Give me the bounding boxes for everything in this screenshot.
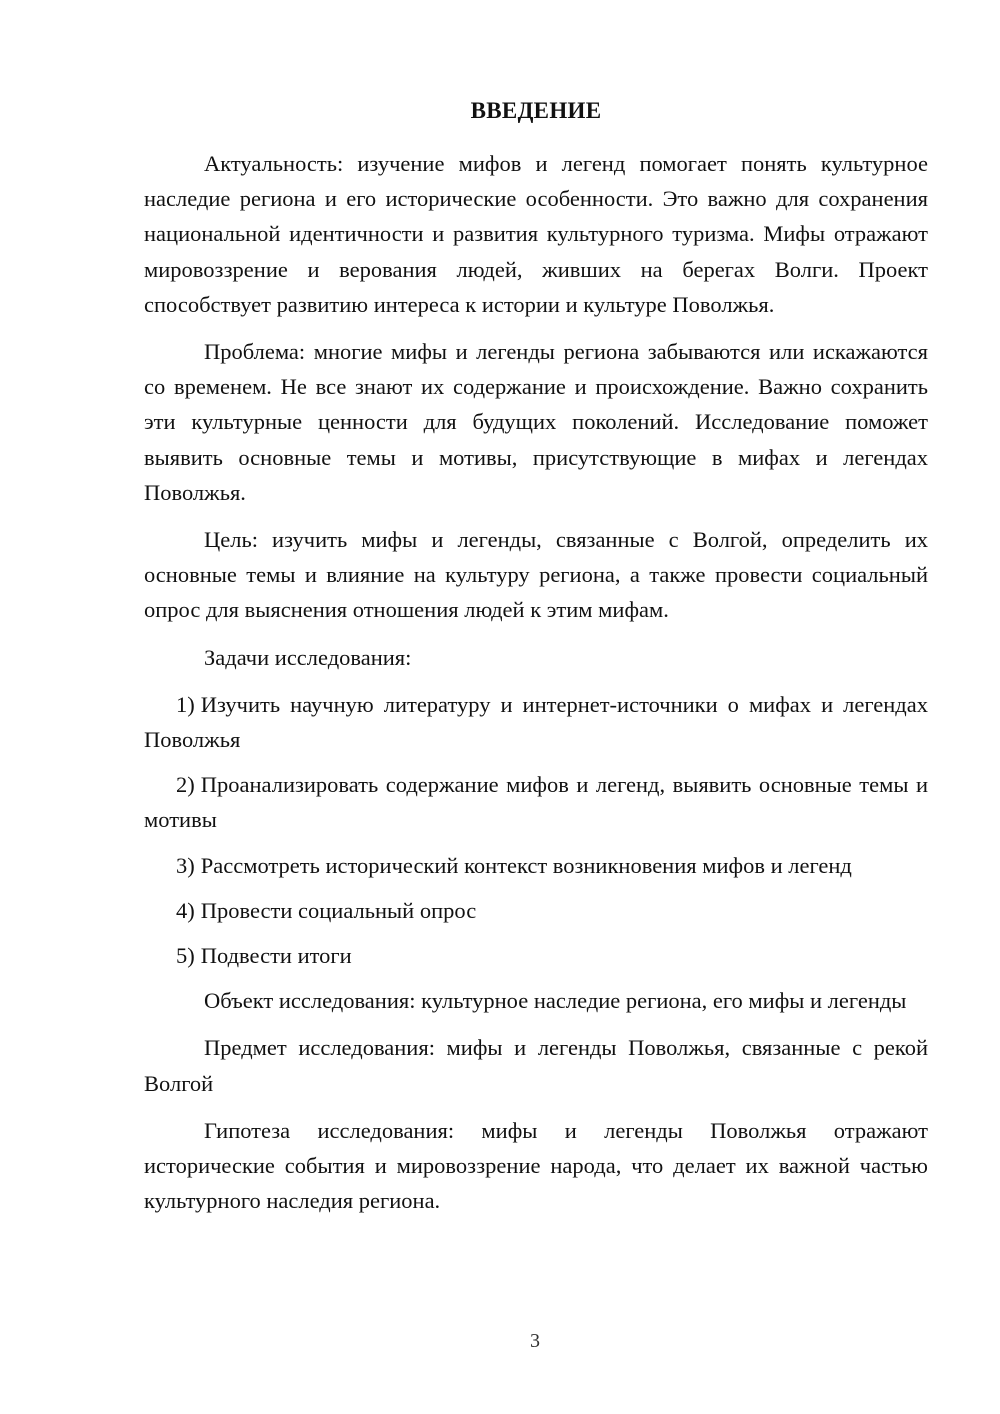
list-item-text: Проанализировать содержание мифов и легенд, выявить основные темы и мотивы bbox=[144, 772, 928, 833]
list-item-text: Подвести итоги bbox=[200, 943, 352, 969]
list-item-number: 5) bbox=[176, 943, 195, 969]
document-page bbox=[144, 96, 928, 1230]
list-item-number: 1) bbox=[176, 691, 195, 717]
list-item-text: Рассмотреть исторический контекст возникновения мифов и легенд bbox=[200, 852, 852, 878]
list-item-number: 3) bbox=[176, 852, 195, 878]
list-item bbox=[144, 893, 928, 928]
paragraph-object: Объект исследования: культурное наследие региона, его мифы и легенды bbox=[204, 988, 907, 1014]
paragraph-subject: Предмет исследования: мифы и легенды Поволжья, связанные с рекой Волгой bbox=[144, 1035, 928, 1096]
tasks-heading: Задачи исследования: bbox=[204, 644, 412, 670]
list-item bbox=[144, 848, 928, 883]
tasks-list bbox=[144, 687, 928, 973]
list-item bbox=[144, 687, 928, 757]
list-item-number: 2) bbox=[176, 772, 195, 798]
paragraph-hypothesis: Гипотеза исследования: мифы и легенды Поволжья отражают исторические события и мировоззрение народа, что делает их важной частью культурного наследия региона. bbox=[144, 1117, 928, 1214]
paragraph-problem: Проблема: многие мифы и легенды региона забываются или искажаются со временем. Не все знают их содержание и происхождение. Важно сохранить эти культурные ценности для будущих поколений. Исследование поможет выявить основные темы и мотивы, присутствующие в мифах и легендах Поволжья. bbox=[144, 339, 928, 505]
list-item-number: 4) bbox=[176, 897, 195, 923]
list-item bbox=[144, 767, 928, 837]
page-number: 3 bbox=[530, 1330, 540, 1352]
paragraph-relevance: Актуальность: изучение мифов и легенд помогает понять культурное наследие региона и его исторические особенности. Это важно для сохранения национальной идентичности и развития культурного туризма. Мифы отражают мировоззрение и верования людей, живших на берегах Волги. Проект способствует развитию интереса к истории и культуре Поволжья. bbox=[144, 151, 928, 317]
list-item-text: Изучить научную литературу и интернет-источники о мифах и легендах Поволжья bbox=[144, 691, 928, 753]
list-item-text: Провести социальный опрос bbox=[200, 897, 477, 923]
list-item bbox=[144, 938, 928, 973]
paragraph-goal: Цель: изучить мифы и легенды, связанные с Волгой, определить их основные темы и влияние на культуру региона, а также провести социальный опрос для выяснения отношения людей к этим мифам. bbox=[144, 527, 928, 623]
page-title: ВВЕДЕНИЕ bbox=[470, 98, 602, 123]
